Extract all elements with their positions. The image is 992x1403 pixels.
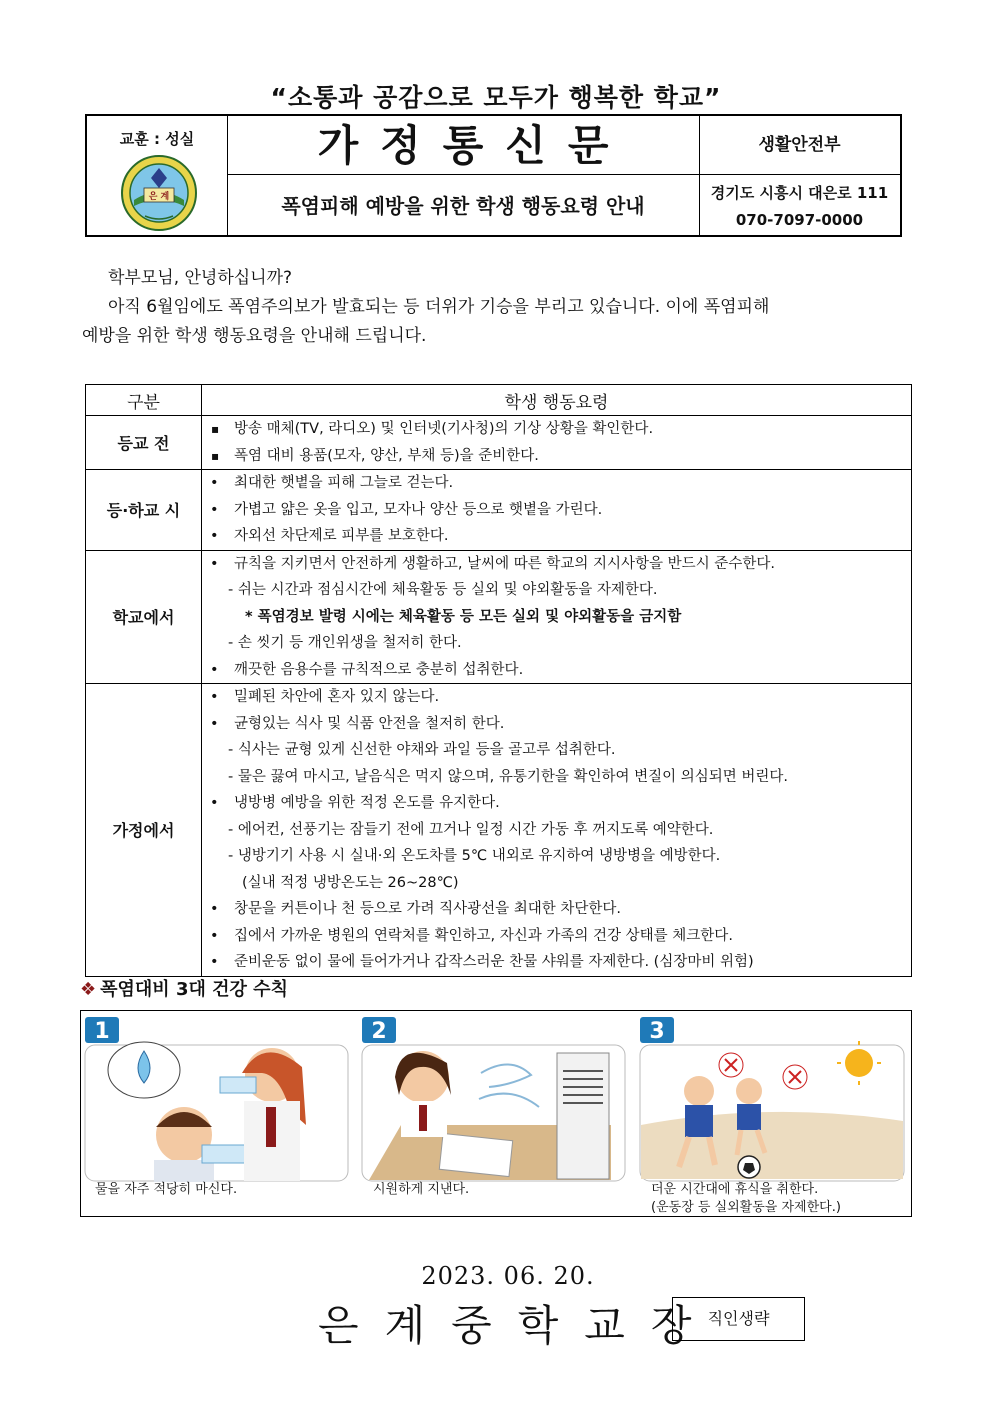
health-tips-illustrations xyxy=(80,1010,912,1217)
school-phone: 070-7097-0000 xyxy=(735,211,864,229)
column-header: 구분 xyxy=(86,385,202,416)
row-items xyxy=(202,470,912,551)
school-motto-banner: “소통과 공감으로 모두가 행복한 학교” xyxy=(270,83,722,112)
issue-date: 2023. 06. 20. xyxy=(421,1262,595,1290)
document-subtitle: 폭염피해 예방을 위한 학생 행동요령 안내 xyxy=(281,194,645,218)
tip-panel-3 xyxy=(639,1015,904,1183)
list-item: • 집에서 가까운 병원의 연락처를 확인하고, 자신과 가족의 건강 상태를 체크한다. xyxy=(202,923,911,950)
intro-line-1: 아직 6월임에도 폭염주의보가 발효되는 등 더위가 기승을 부리고 있습니다. 이에 폭염피해 xyxy=(108,297,770,317)
list-item: • 깨끗한 음용수를 규칙적으로 충분히 섭취한다. xyxy=(202,657,911,684)
table-row xyxy=(86,470,912,551)
row-category: 가정에서 xyxy=(86,684,202,977)
row-category: 등·하교 시 xyxy=(86,470,202,551)
drinking-water-illustration xyxy=(84,1015,349,1183)
list-item: - 쉬는 시간과 점심시간에 체육활동 등 실외 및 야외활동을 자제한다. xyxy=(228,582,658,598)
list-item: ▪ 방송 매체(TV, 라디오) 및 인터넷(기사청)의 기상 상황을 확인한다. xyxy=(202,416,911,443)
list-item: - 손 씻기 등 개인위생을 철저히 한다. xyxy=(228,635,462,651)
tip-caption-1: 물을 자주 적당히 마신다. xyxy=(95,1182,238,1197)
table-row xyxy=(86,416,912,470)
list-item: • 냉방병 예방을 위한 적정 온도를 유지한다. xyxy=(202,790,911,817)
rest-in-shade-illustration xyxy=(639,1015,905,1183)
row-items xyxy=(202,550,912,684)
row-items xyxy=(202,416,912,470)
diamond-bullet-icon: ❖ xyxy=(80,979,97,1000)
list-item: • 자외선 차단제로 피부를 보호한다. xyxy=(202,523,911,550)
seal-omitted-box: 직인생략 xyxy=(672,1297,805,1341)
column-header: 학생 행동요령 xyxy=(202,385,912,416)
list-item: • 최대한 햇볕을 피해 그늘로 걷는다. xyxy=(202,470,911,497)
section-title: 폭염대비 3대 건강 수칙 xyxy=(100,979,288,1000)
list-item: • 균형있는 식사 및 식품 안전을 철저히 한다. xyxy=(202,711,911,738)
tip-number: 2 xyxy=(371,1019,387,1044)
intro-text xyxy=(82,264,922,351)
tip-caption-3-line-1: 더운 시간대에 휴식을 취한다. xyxy=(651,1182,819,1197)
intro-line-2: 예방을 위한 학생 행동요령을 안내해 드립니다. xyxy=(82,326,427,346)
list-item: • 밀폐된 차안에 혼자 있지 않는다. xyxy=(202,684,911,711)
tip-caption-3-line-2: (운동장 등 실외활동을 자제한다.) xyxy=(651,1200,841,1215)
list-item: - 식사는 균형 있게 신선한 야채와 과일 등을 골고루 섭취한다. xyxy=(228,742,616,758)
tip-number: 3 xyxy=(649,1019,665,1044)
row-category: 등교 전 xyxy=(86,416,202,470)
logo-cell xyxy=(87,116,228,235)
keeping-cool-illustration xyxy=(361,1015,626,1183)
warning-note: * 폭염경보 발령 시에는 체육활동 등 모든 실외 및 야외활동을 금지함 xyxy=(245,608,682,625)
list-item: • 가볍고 얇은 옷을 입고, 모자나 양산 등으로 햇볕을 가린다. xyxy=(202,497,911,524)
list-item: - 물은 끓여 마시고, 날음식은 먹지 않으며, 유통기한을 확인하여 변질이 의심되면 버린다. xyxy=(228,768,789,785)
table-row xyxy=(86,550,912,684)
table-row xyxy=(86,684,912,977)
row-items xyxy=(202,684,912,977)
logo-text: 은 계 xyxy=(148,192,170,202)
section-heading xyxy=(80,975,288,1001)
list-item: - 냉방기기 사용 시 실내·외 온도차를 5℃ 내외로 유지하여 냉방병을 예방한다. xyxy=(228,848,721,864)
list-item: ▪ 폭염 대비 용품(모자, 양산, 부채 등)을 준비한다. xyxy=(202,443,911,470)
tip-caption-3 xyxy=(651,1181,841,1217)
department-label: 생활안전부 xyxy=(758,135,841,155)
divider xyxy=(699,174,900,175)
school-address: 경기도 시흥시 대은로 111 xyxy=(710,184,889,202)
divider xyxy=(227,174,699,175)
greeting: 학부모님, 안녕하십니까? xyxy=(108,268,293,288)
row-category: 학교에서 xyxy=(86,550,202,684)
school-motto-label: 교훈 : 성실 xyxy=(119,130,195,148)
principal-signature: 은계중학교장 xyxy=(318,1301,718,1350)
list-item: • 규칙을 지키면서 안전하게 생활하고, 날씨에 따른 학교의 지시사항을 반드시 준수한다. xyxy=(202,551,911,578)
tip-panel-2 xyxy=(361,1015,626,1183)
school-contact xyxy=(699,180,900,234)
tip-panel-1 xyxy=(84,1015,349,1183)
letter-header xyxy=(85,114,902,237)
tip-caption-2: 시원하게 지낸다. xyxy=(373,1182,470,1197)
list-item: • 준비운동 없이 물에 들어가거나 갑작스러운 찬물 샤워를 자제한다. (심장마비 위험) xyxy=(202,949,911,976)
table-header-row xyxy=(86,385,912,416)
list-item: • 창문을 커튼이나 천 등으로 가려 직사광선을 최대한 차단한다. xyxy=(202,896,911,923)
school-logo-icon xyxy=(120,154,198,232)
contact-cell xyxy=(699,116,900,235)
tip-number: 1 xyxy=(94,1019,110,1044)
document-title: 가정통신문 xyxy=(317,121,631,170)
list-item: (실내 적정 냉방온도는 26~28℃) xyxy=(242,874,459,891)
action-guide-table xyxy=(85,384,912,977)
title-cell xyxy=(227,116,700,235)
list-item: - 에어컨, 선풍기는 잠들기 전에 끄거나 일정 시간 가동 후 꺼지도록 예약한다. xyxy=(228,821,714,838)
